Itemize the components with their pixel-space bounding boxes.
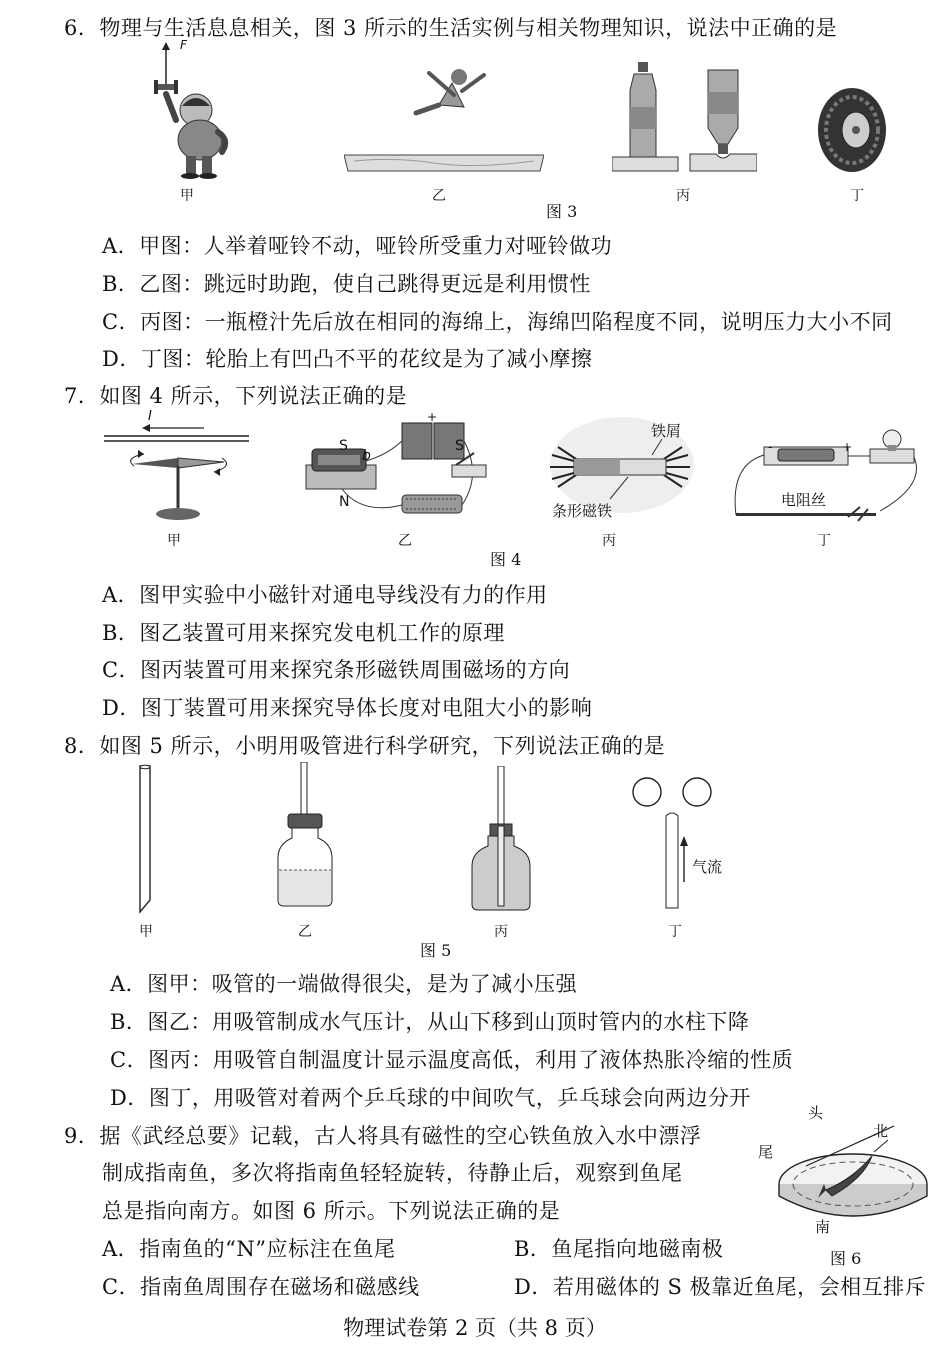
battery-plus-label: + bbox=[842, 440, 853, 454]
q7-stem: 7．如图 4 所示，下列说法正确的是 bbox=[64, 384, 408, 408]
fig3-tire-illustration bbox=[812, 85, 892, 175]
fish-head-label: 头 bbox=[808, 1104, 824, 1122]
fig3-bottles-on-sponge-illustration bbox=[612, 62, 757, 174]
fig4-label-n: N bbox=[339, 494, 350, 510]
force-label: F bbox=[180, 38, 187, 52]
q7-option-b: B．图乙装置可用来探究发电机工作的原理 bbox=[102, 621, 505, 645]
fig5-water-barometer-illustration bbox=[270, 762, 340, 912]
fig5-label-bing: 丙 bbox=[494, 924, 508, 940]
fig5-sharp-straw-illustration bbox=[130, 764, 160, 914]
q6-option-a: A．甲图：人举着哑铃不动，哑铃所受重力对哑铃做功 bbox=[102, 234, 613, 258]
q6-option-c: C．丙图：一瓶橙汁先后放在相同的海绵上，海绵凹陷程度不同，说明压力大小不同 bbox=[102, 310, 893, 334]
fig3-weightlifter-illustration bbox=[148, 40, 238, 180]
q8-option-a: A．图甲：吸管的一端做得很尖，是为了减小压强 bbox=[110, 972, 578, 996]
fig4-label-ding: 丁 bbox=[817, 533, 831, 549]
airflow-label: 气流 bbox=[692, 858, 723, 876]
fig4-label-s1: S bbox=[339, 438, 348, 454]
fig5-ping-pong-airflow-illustration bbox=[628, 776, 718, 916]
fig3-long-jump-illustration bbox=[344, 55, 544, 175]
fig6-caption: 图 6 bbox=[830, 1249, 862, 1268]
fig3-label-jia: 甲 bbox=[180, 188, 194, 204]
q8-stem: 8．如图 5 所示，小明用吸管进行科学研究，下列说法正确的是 bbox=[64, 734, 666, 758]
q6-option-b: B．乙图：跳远时助跑，使自己跳得更远是利用惯性 bbox=[102, 272, 591, 296]
q6-stem: 6．物理与生活息息相关，图 3 所示的生活实例与相关物理知识，说法中正确的是 bbox=[64, 16, 838, 40]
battery-minus-label: - bbox=[768, 440, 773, 454]
south-label: 南 bbox=[815, 1218, 831, 1236]
fig4-motor-circuit-illustration bbox=[302, 415, 492, 525]
resistance-wire-label: 电阻丝 bbox=[781, 491, 827, 509]
q8-option-d: D．图丁，用吸管对着两个乒乓球的中间吹气，乒乓球会向两边分开 bbox=[110, 1086, 751, 1110]
q9-stem-line-1: 9．据《武经总要》记载，古人将具有磁性的空心铁鱼放入水中漂浮 bbox=[64, 1124, 702, 1148]
fig4-oersted-experiment-illustration bbox=[104, 410, 252, 528]
iron-filings-label: 铁屑 bbox=[651, 422, 682, 440]
q7-option-c: C．图丙装置可用来探究条形磁铁周围磁场的方向 bbox=[102, 658, 571, 682]
fig5-bottle-thermometer-illustration bbox=[466, 766, 536, 916]
fig3-caption: 图 3 bbox=[546, 202, 578, 221]
q9-option-a: A．指南鱼的“N”应标注在鱼尾 bbox=[102, 1237, 396, 1261]
fig4-label-plus: + bbox=[427, 410, 438, 424]
q9-option-c: C．指南鱼周围存在磁场和磁感线 bbox=[102, 1275, 420, 1299]
fig4-caption: 图 4 bbox=[490, 550, 522, 569]
fig4-label-jia: 甲 bbox=[167, 533, 181, 549]
q7-option-a: A．图甲实验中小磁针对通电导线没有力的作用 bbox=[102, 583, 548, 607]
fig3-label-ding: 丁 bbox=[850, 188, 864, 204]
fish-tail-label: 尾 bbox=[758, 1143, 774, 1161]
bar-magnet-label: 条形磁铁 bbox=[552, 502, 613, 520]
q9-option-d: D．若用磁体的 S 极靠近鱼尾，会相互排斥 bbox=[514, 1275, 927, 1299]
q9-option-b: B．鱼尾指向地磁南极 bbox=[514, 1237, 724, 1261]
q8-option-c: C．图丙：用吸管自制温度计显示温度高低，利用了液体热胀冷缩的性质 bbox=[110, 1048, 794, 1072]
fig6-south-pointing-fish-illustration bbox=[768, 1112, 938, 1237]
q6-option-d: D．丁图：轮胎上有凹凸不平的花纹是为了减小摩擦 bbox=[102, 347, 593, 371]
fig3-label-bing: 丙 bbox=[676, 188, 690, 204]
q8-option-b: B．图乙：用吸管制成水气压计，从山下移到山顶时管内的水柱下降 bbox=[110, 1010, 750, 1034]
fig5-caption: 图 5 bbox=[420, 941, 452, 960]
fig4-label-bing: 丙 bbox=[602, 533, 616, 549]
fig5-label-yi: 乙 bbox=[298, 924, 312, 940]
fig4-label-s2: S bbox=[455, 438, 464, 454]
fig4-resistance-wire-circuit-illustration bbox=[730, 425, 930, 525]
fig5-label-jia: 甲 bbox=[139, 924, 153, 940]
fig3-label-yi: 乙 bbox=[432, 188, 446, 204]
fig4-label-yi: 乙 bbox=[398, 533, 412, 549]
fig4-label-b: b bbox=[362, 448, 371, 464]
current-label: I bbox=[148, 409, 152, 424]
fig5-label-ding: 丁 bbox=[668, 924, 682, 940]
q9-stem-line-3: 总是指向南方。如图 6 所示。下列说法正确的是 bbox=[102, 1199, 561, 1223]
page-footer: 物理试卷第 2 页（共 8 页） bbox=[343, 1316, 607, 1340]
q7-option-d: D．图丁装置可用来探究导体长度对电阻大小的影响 bbox=[102, 696, 593, 720]
q9-stem-line-2: 制成指南鱼，多次将指南鱼轻轻旋转，待静止后，观察到鱼尾 bbox=[102, 1161, 683, 1185]
north-label: 北 bbox=[873, 1122, 889, 1140]
